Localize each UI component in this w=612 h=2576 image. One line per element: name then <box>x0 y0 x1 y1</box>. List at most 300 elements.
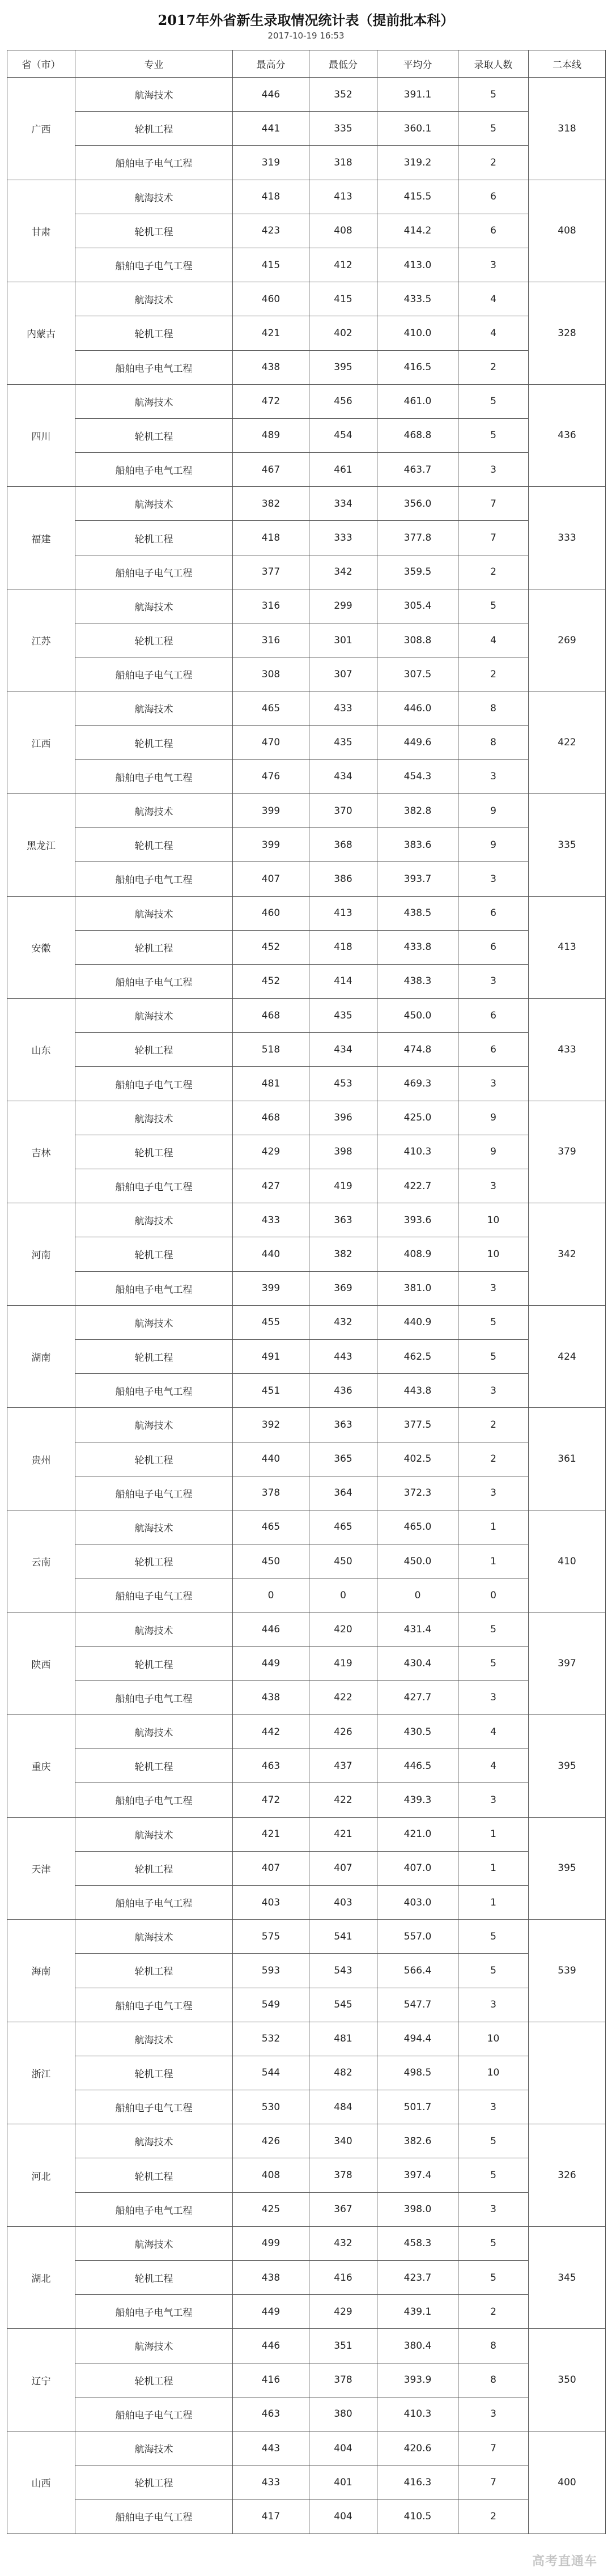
province-cell: 浙江 <box>7 2022 75 2124</box>
major-cell: 航海技术 <box>75 1817 233 1851</box>
max-score-cell: 399 <box>233 828 309 862</box>
table-row <box>7 2158 606 2192</box>
max-score-cell: 319 <box>233 146 309 180</box>
major-cell: 轮机工程 <box>75 1339 233 1373</box>
table-row <box>7 930 606 964</box>
avg-score-cell: 438.3 <box>377 964 458 998</box>
avg-score-cell: 425.0 <box>377 1101 458 1135</box>
table-row <box>7 1954 606 1988</box>
major-cell: 轮机工程 <box>75 828 233 862</box>
avg-score-cell: 450.0 <box>377 1544 458 1578</box>
admitted-count-cell: 3 <box>458 1169 529 1203</box>
min-score-cell: 414 <box>309 964 377 998</box>
major-cell: 轮机工程 <box>75 930 233 964</box>
table-row <box>7 1680 606 1714</box>
admitted-count-cell: 3 <box>458 1476 529 1510</box>
min-score-cell: 0 <box>309 1578 377 1612</box>
admitted-count-cell: 3 <box>458 759 529 793</box>
major-cell: 船舶电子电气工程 <box>75 964 233 998</box>
avg-score-cell: 416.3 <box>377 2465 458 2499</box>
max-score-cell: 407 <box>233 1851 309 1885</box>
province-cell: 陕西 <box>7 1612 75 1715</box>
max-score-cell: 438 <box>233 1680 309 1714</box>
table-row <box>7 1305 606 1339</box>
table-row <box>7 1271 606 1305</box>
second-tier-line-cell: 361 <box>529 1408 606 1510</box>
avg-score-cell: 377.5 <box>377 1408 458 1442</box>
table-row <box>7 828 606 862</box>
admitted-count-cell: 10 <box>458 2022 529 2056</box>
min-score-cell: 369 <box>309 1271 377 1305</box>
max-score-cell: 532 <box>233 2022 309 2056</box>
admitted-count-cell: 3 <box>458 2192 529 2226</box>
major-cell: 轮机工程 <box>75 1954 233 1988</box>
avg-score-cell: 463.7 <box>377 453 458 487</box>
table-row <box>7 1885 606 1919</box>
max-score-cell: 438 <box>233 2261 309 2295</box>
max-score-cell: 392 <box>233 1408 309 1442</box>
min-score-cell: 543 <box>309 1954 377 1988</box>
admitted-count-cell: 5 <box>458 384 529 418</box>
province-cell: 云南 <box>7 1510 75 1612</box>
max-score-cell: 403 <box>233 1885 309 1919</box>
max-score-cell: 446 <box>233 78 309 112</box>
major-cell: 轮机工程 <box>75 2363 233 2397</box>
major-cell: 航海技术 <box>75 487 233 521</box>
admitted-count-cell: 5 <box>458 2124 529 2158</box>
major-cell: 航海技术 <box>75 78 233 112</box>
max-score-cell: 415 <box>233 248 309 282</box>
max-score-cell: 468 <box>233 999 309 1033</box>
admitted-count-cell: 5 <box>458 1920 529 1954</box>
province-cell: 福建 <box>7 487 75 589</box>
major-cell: 船舶电子电气工程 <box>75 1885 233 1919</box>
min-score-cell: 299 <box>309 589 377 623</box>
major-cell: 船舶电子电气工程 <box>75 1680 233 1714</box>
min-score-cell: 307 <box>309 657 377 691</box>
max-score-cell: 0 <box>233 1578 309 1612</box>
max-score-cell: 518 <box>233 1033 309 1067</box>
avg-score-cell: 462.5 <box>377 1339 458 1373</box>
avg-score-cell: 414.2 <box>377 214 458 248</box>
table-row <box>7 555 606 589</box>
table-row <box>7 1544 606 1578</box>
province-cell: 安徽 <box>7 896 75 999</box>
avg-score-cell: 498.5 <box>377 2056 458 2090</box>
min-score-cell: 435 <box>309 725 377 759</box>
admitted-count-cell: 3 <box>458 1067 529 1101</box>
min-score-cell: 413 <box>309 180 377 214</box>
min-score-cell: 386 <box>309 862 377 896</box>
admitted-count-cell: 6 <box>458 180 529 214</box>
major-cell: 船舶电子电气工程 <box>75 248 233 282</box>
admitted-count-cell: 9 <box>458 793 529 827</box>
major-cell: 轮机工程 <box>75 1851 233 1885</box>
min-score-cell: 398 <box>309 1135 377 1169</box>
min-score-cell: 432 <box>309 2226 377 2260</box>
min-score-cell: 422 <box>309 1680 377 1714</box>
province-cell: 吉林 <box>7 1101 75 1203</box>
major-cell: 航海技术 <box>75 1612 233 1646</box>
avg-score-cell: 407.0 <box>377 1851 458 1885</box>
province-cell: 内蒙古 <box>7 282 75 385</box>
max-score-cell: 575 <box>233 1920 309 1954</box>
max-score-cell: 467 <box>233 453 309 487</box>
table-row <box>7 2329 606 2363</box>
second-tier-line-cell: 335 <box>529 793 606 896</box>
admitted-count-cell: 5 <box>458 112 529 146</box>
max-score-cell: 441 <box>233 112 309 146</box>
max-score-cell: 425 <box>233 2192 309 2226</box>
major-cell: 航海技术 <box>75 2329 233 2363</box>
min-score-cell: 450 <box>309 1544 377 1578</box>
max-score-cell: 452 <box>233 930 309 964</box>
min-score-cell: 422 <box>309 1783 377 1817</box>
avg-score-cell: 420.6 <box>377 2431 458 2465</box>
major-cell: 船舶电子电气工程 <box>75 2397 233 2431</box>
min-score-cell: 426 <box>309 1715 377 1749</box>
table-row <box>7 999 606 1033</box>
header-second-tier-line: 二本线 <box>529 50 606 78</box>
max-score-cell: 308 <box>233 657 309 691</box>
table-row <box>7 1408 606 1442</box>
max-score-cell: 416 <box>233 2363 309 2397</box>
major-cell: 船舶电子电气工程 <box>75 2499 233 2533</box>
admitted-count-cell: 2 <box>458 555 529 589</box>
table-row <box>7 1067 606 1101</box>
min-score-cell: 378 <box>309 2158 377 2192</box>
major-cell: 航海技术 <box>75 282 233 316</box>
province-cell: 黑龙江 <box>7 793 75 896</box>
avg-score-cell: 393.9 <box>377 2363 458 2397</box>
avg-score-cell: 566.4 <box>377 1954 458 1988</box>
admitted-count-cell: 3 <box>458 1783 529 1817</box>
max-score-cell: 399 <box>233 1271 309 1305</box>
major-cell: 航海技术 <box>75 384 233 418</box>
avg-score-cell: 458.3 <box>377 2226 458 2260</box>
max-score-cell: 446 <box>233 1612 309 1646</box>
table-row <box>7 1851 606 1885</box>
second-tier-line-cell: 326 <box>529 2124 606 2227</box>
table-row <box>7 1817 606 1851</box>
table-row <box>7 2363 606 2397</box>
max-score-cell: 463 <box>233 2397 309 2431</box>
min-score-cell: 443 <box>309 1339 377 1373</box>
admitted-count-cell: 2 <box>458 657 529 691</box>
table-row <box>7 282 606 316</box>
admitted-count-cell: 5 <box>458 1646 529 1680</box>
major-cell: 航海技术 <box>75 2124 233 2158</box>
second-tier-line-cell: 333 <box>529 487 606 589</box>
admitted-count-cell: 5 <box>458 1612 529 1646</box>
min-score-cell: 419 <box>309 1646 377 1680</box>
major-cell: 航海技术 <box>75 1408 233 1442</box>
second-tier-line-cell: 410 <box>529 1510 606 1612</box>
max-score-cell: 530 <box>233 2090 309 2124</box>
avg-score-cell: 408.9 <box>377 1237 458 1271</box>
admitted-count-cell: 6 <box>458 999 529 1033</box>
avg-score-cell: 557.0 <box>377 1920 458 1954</box>
max-score-cell: 438 <box>233 350 309 384</box>
table-row <box>7 316 606 350</box>
avg-score-cell: 403.0 <box>377 1885 458 1919</box>
admitted-count-cell: 3 <box>458 1374 529 1408</box>
province-cell: 江苏 <box>7 589 75 691</box>
max-score-cell: 421 <box>233 316 309 350</box>
table-row <box>7 1783 606 1817</box>
min-score-cell: 418 <box>309 930 377 964</box>
avg-score-cell: 430.4 <box>377 1646 458 1680</box>
header-admitted-count: 录取人数 <box>458 50 529 78</box>
table-row <box>7 1237 606 1271</box>
table-row <box>7 896 606 930</box>
avg-score-cell: 449.6 <box>377 725 458 759</box>
major-cell: 轮机工程 <box>75 2465 233 2499</box>
avg-score-cell: 319.2 <box>377 146 458 180</box>
major-cell: 轮机工程 <box>75 725 233 759</box>
avg-score-cell: 430.5 <box>377 1715 458 1749</box>
avg-score-cell: 398.0 <box>377 2192 458 2226</box>
header-min-score: 最低分 <box>309 50 377 78</box>
admitted-count-cell: 0 <box>458 1578 529 1612</box>
major-cell: 船舶电子电气工程 <box>75 1374 233 1408</box>
table-row <box>7 1920 606 1954</box>
admitted-count-cell: 10 <box>458 2056 529 2090</box>
table-row <box>7 691 606 725</box>
max-score-cell: 408 <box>233 2158 309 2192</box>
min-score-cell: 363 <box>309 1203 377 1237</box>
admitted-count-cell: 1 <box>458 1817 529 1851</box>
avg-score-cell: 465.0 <box>377 1510 458 1544</box>
max-score-cell: 549 <box>233 1988 309 2022</box>
min-score-cell: 453 <box>309 1067 377 1101</box>
avg-score-cell: 360.1 <box>377 112 458 146</box>
max-score-cell: 316 <box>233 589 309 623</box>
major-cell: 航海技术 <box>75 1920 233 1954</box>
min-score-cell: 404 <box>309 2499 377 2533</box>
max-score-cell: 443 <box>233 2431 309 2465</box>
province-cell: 湖南 <box>7 1305 75 1408</box>
avg-score-cell: 413.0 <box>377 248 458 282</box>
admitted-count-cell: 1 <box>458 1851 529 1885</box>
avg-score-cell: 308.8 <box>377 623 458 657</box>
avg-score-cell: 433.5 <box>377 282 458 316</box>
table-row <box>7 248 606 282</box>
second-tier-line-cell: 350 <box>529 2329 606 2431</box>
table-row <box>7 1578 606 1612</box>
major-cell: 航海技术 <box>75 2431 233 2465</box>
avg-score-cell: 393.6 <box>377 1203 458 1237</box>
table-row <box>7 725 606 759</box>
min-score-cell: 465 <box>309 1510 377 1544</box>
table-row <box>7 2124 606 2158</box>
admitted-count-cell: 3 <box>458 248 529 282</box>
min-score-cell: 401 <box>309 2465 377 2499</box>
avg-score-cell: 440.9 <box>377 1305 458 1339</box>
major-cell: 船舶电子电气工程 <box>75 759 233 793</box>
major-cell: 船舶电子电气工程 <box>75 146 233 180</box>
max-score-cell: 399 <box>233 793 309 827</box>
max-score-cell: 468 <box>233 1101 309 1135</box>
admitted-count-cell: 9 <box>458 1101 529 1135</box>
table-row <box>7 1101 606 1135</box>
table-row <box>7 623 606 657</box>
major-cell: 航海技术 <box>75 2226 233 2260</box>
admitted-count-cell: 10 <box>458 1203 529 1237</box>
avg-score-cell: 415.5 <box>377 180 458 214</box>
table-row <box>7 2465 606 2499</box>
avg-score-cell: 501.7 <box>377 2090 458 2124</box>
major-cell: 轮机工程 <box>75 623 233 657</box>
admitted-count-cell: 7 <box>458 2465 529 2499</box>
header-province: 省（市） <box>7 50 75 78</box>
table-row <box>7 2397 606 2431</box>
major-cell: 轮机工程 <box>75 1544 233 1578</box>
admitted-count-cell: 5 <box>458 1954 529 1988</box>
max-score-cell: 465 <box>233 1510 309 1544</box>
max-score-cell: 423 <box>233 214 309 248</box>
max-score-cell: 465 <box>233 691 309 725</box>
max-score-cell: 378 <box>233 1476 309 1510</box>
major-cell: 船舶电子电气工程 <box>75 657 233 691</box>
major-cell: 航海技术 <box>75 1715 233 1749</box>
second-tier-line-cell: 328 <box>529 282 606 385</box>
major-cell: 船舶电子电气工程 <box>75 1067 233 1101</box>
admitted-count-cell: 6 <box>458 896 529 930</box>
header-major: 专业 <box>75 50 233 78</box>
admitted-count-cell: 6 <box>458 930 529 964</box>
major-cell: 航海技术 <box>75 896 233 930</box>
avg-score-cell: 439.3 <box>377 1783 458 1817</box>
major-cell: 船舶电子电气工程 <box>75 1783 233 1817</box>
second-tier-line-cell <box>529 2022 606 2124</box>
avg-score-cell: 402.5 <box>377 1442 458 1476</box>
header-row <box>7 50 606 78</box>
second-tier-line-cell: 433 <box>529 999 606 1101</box>
admitted-count-cell: 4 <box>458 282 529 316</box>
min-score-cell: 395 <box>309 350 377 384</box>
min-score-cell: 545 <box>309 1988 377 2022</box>
second-tier-line-cell: 318 <box>529 78 606 180</box>
table-row <box>7 589 606 623</box>
min-score-cell: 352 <box>309 78 377 112</box>
min-score-cell: 333 <box>309 521 377 555</box>
min-score-cell: 368 <box>309 828 377 862</box>
admitted-count-cell: 3 <box>458 1680 529 1714</box>
admitted-count-cell: 8 <box>458 691 529 725</box>
table-row <box>7 146 606 180</box>
province-cell: 辽宁 <box>7 2329 75 2431</box>
max-score-cell: 407 <box>233 862 309 896</box>
max-score-cell: 377 <box>233 555 309 589</box>
table-row <box>7 1135 606 1169</box>
max-score-cell: 440 <box>233 1442 309 1476</box>
admitted-count-cell: 6 <box>458 1033 529 1067</box>
avg-score-cell: 383.6 <box>377 828 458 862</box>
second-tier-line-cell: 539 <box>529 1920 606 2022</box>
avg-score-cell: 410.3 <box>377 2397 458 2431</box>
major-cell: 轮机工程 <box>75 2261 233 2295</box>
table-row <box>7 1988 606 2022</box>
major-cell: 船舶电子电气工程 <box>75 350 233 384</box>
min-score-cell: 481 <box>309 2022 377 2056</box>
max-score-cell: 446 <box>233 2329 309 2363</box>
table-row <box>7 2090 606 2124</box>
table-row <box>7 1612 606 1646</box>
second-tier-line-cell: 424 <box>529 1305 606 1408</box>
table-row <box>7 453 606 487</box>
min-score-cell: 461 <box>309 453 377 487</box>
major-cell: 轮机工程 <box>75 1135 233 1169</box>
second-tier-line-cell: 395 <box>529 1817 606 1920</box>
avg-score-cell: 468.8 <box>377 418 458 452</box>
table-row <box>7 1476 606 1510</box>
max-score-cell: 544 <box>233 2056 309 2090</box>
admitted-count-cell: 8 <box>458 2329 529 2363</box>
min-score-cell: 482 <box>309 2056 377 2090</box>
min-score-cell: 403 <box>309 1885 377 1919</box>
admitted-count-cell: 5 <box>458 1339 529 1373</box>
table-row <box>7 1339 606 1373</box>
max-score-cell: 426 <box>233 2124 309 2158</box>
max-score-cell: 451 <box>233 1374 309 1408</box>
max-score-cell: 449 <box>233 1646 309 1680</box>
province-cell: 四川 <box>7 384 75 487</box>
major-cell: 船舶电子电气工程 <box>75 1988 233 2022</box>
admitted-count-cell: 7 <box>458 2431 529 2465</box>
admitted-count-cell: 1 <box>458 1510 529 1544</box>
major-cell: 航海技术 <box>75 1305 233 1339</box>
table-row <box>7 112 606 146</box>
avg-score-cell: 393.7 <box>377 862 458 896</box>
table-row <box>7 1749 606 1783</box>
min-score-cell: 402 <box>309 316 377 350</box>
avg-score-cell: 431.4 <box>377 1612 458 1646</box>
min-score-cell: 378 <box>309 2363 377 2397</box>
min-score-cell: 429 <box>309 2295 377 2329</box>
max-score-cell: 382 <box>233 487 309 521</box>
second-tier-line-cell: 408 <box>529 180 606 282</box>
table-row <box>7 78 606 112</box>
admitted-count-cell: 5 <box>458 1305 529 1339</box>
avg-score-cell: 410.5 <box>377 2499 458 2533</box>
admitted-count-cell: 3 <box>458 1988 529 2022</box>
min-score-cell: 419 <box>309 1169 377 1203</box>
table-row <box>7 1169 606 1203</box>
min-score-cell: 454 <box>309 418 377 452</box>
max-score-cell: 449 <box>233 2295 309 2329</box>
admitted-count-cell: 2 <box>458 2499 529 2533</box>
table-row <box>7 1033 606 1067</box>
min-score-cell: 335 <box>309 112 377 146</box>
province-cell: 河南 <box>7 1203 75 1306</box>
max-score-cell: 481 <box>233 1067 309 1101</box>
min-score-cell: 435 <box>309 999 377 1033</box>
table-row <box>7 964 606 998</box>
avg-score-cell: 422.7 <box>377 1169 458 1203</box>
admitted-count-cell: 3 <box>458 453 529 487</box>
admitted-count-cell: 2 <box>458 1408 529 1442</box>
avg-score-cell: 446.5 <box>377 1749 458 1783</box>
major-cell: 轮机工程 <box>75 1646 233 1680</box>
admitted-count-cell: 5 <box>458 589 529 623</box>
min-score-cell: 342 <box>309 555 377 589</box>
avg-score-cell: 474.8 <box>377 1033 458 1067</box>
major-cell: 船舶电子电气工程 <box>75 862 233 896</box>
second-tier-line-cell: 400 <box>529 2431 606 2533</box>
table-row <box>7 1646 606 1680</box>
admitted-count-cell: 3 <box>458 2090 529 2124</box>
